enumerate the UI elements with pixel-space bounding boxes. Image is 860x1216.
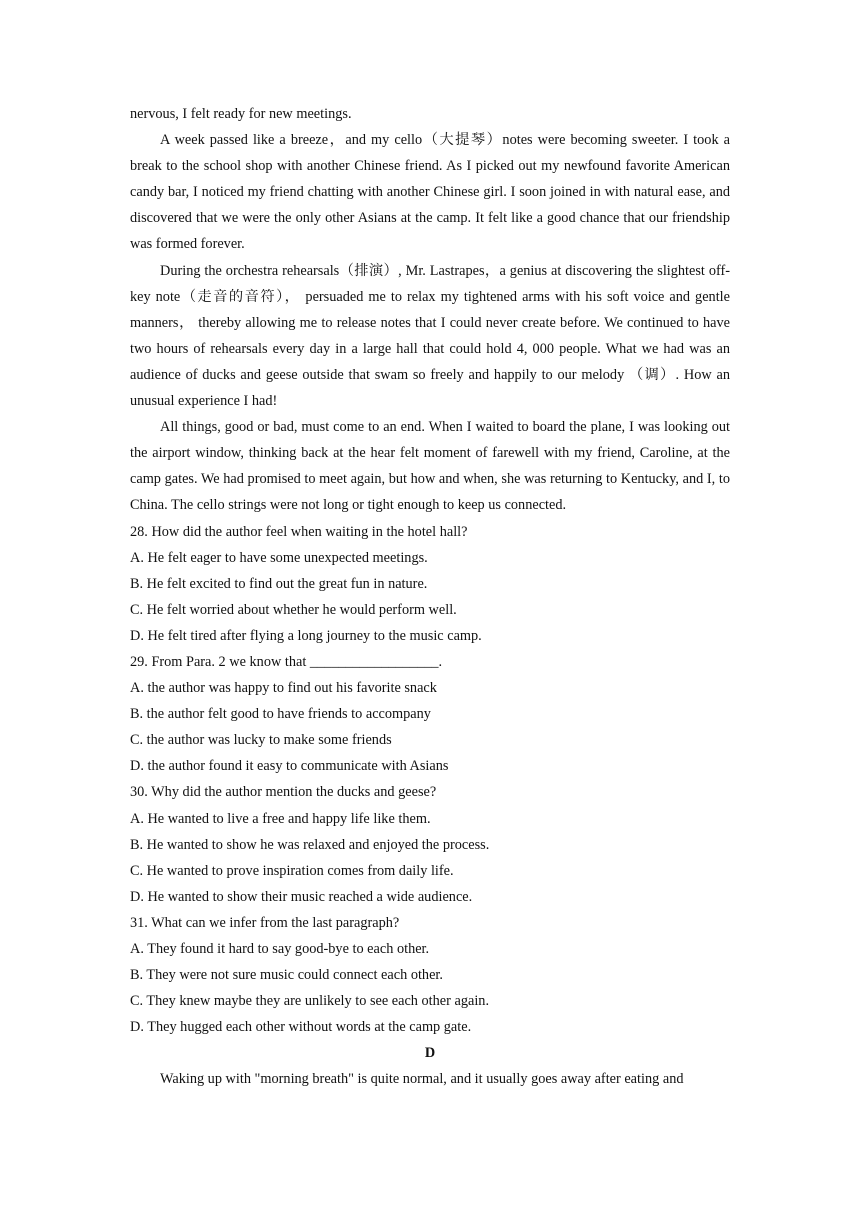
answer-option: A. the author was happy to find out his favorite snack bbox=[130, 680, 437, 697]
question-stem: 30. Why did the author mention the ducks and geese? bbox=[130, 784, 437, 801]
answer-option: B. He felt excited to find out the great fun in nature. bbox=[130, 575, 428, 592]
paragraph-continuation: nervous, I felt ready for new meetings. bbox=[130, 106, 352, 122]
answer-option: A. They found it hard to say good-bye to each other. bbox=[130, 941, 430, 957]
paragraph-cello-week: A week passed like a breeze，and my cello（大提琴）notes were becoming sweeter. I took a break to the school shop with another Chinese friend. As I picked out my newfound favorite American candy bar, I noticed my friend chatting with another Chinese girl. I soon joined in with natural ease, and discovered that we were the only other Asians at the camp. It felt like a good chance that our friendship was formed forever. bbox=[130, 132, 730, 253]
answer-option: A. He felt eager to have some unexpected meetings. bbox=[130, 549, 428, 566]
answer-option: D. He felt tired after flying a long journey to the music camp. bbox=[130, 627, 482, 644]
paragraph-morning-breath: Waking up with "morning breath" is quite normal, and it usually goes away after eating and bbox=[160, 1071, 684, 1088]
question-30 bbox=[130, 779, 730, 909]
answer-option: B. They were not sure music could connect each other. bbox=[130, 967, 443, 984]
answer-option: A. He wanted to live a free and happy life like them. bbox=[130, 810, 431, 827]
document-body bbox=[130, 101, 730, 1093]
answer-option: B. He wanted to show he was relaxed and enjoyed the process. bbox=[130, 836, 490, 853]
paragraph-orchestra-rehearsals: During the orchestra rehearsals（排演）, Mr. Lastrapes，a genius at discovering the slightest off-key note（走音的音符）， persuaded me to relax my tightened arms with his soft voice and gentle manners， thereby allowing me to release notes that I could never create before. We continued to have two hours of rehearsals every day in a large hall that could hold 4, 000 people. What we had was an audience of ducks and geese outside that swam so freely and happily to our melody （调）. How an unusual experience I had! bbox=[130, 262, 730, 410]
question-stem: 31. What can we infer from the last paragraph? bbox=[130, 914, 400, 931]
section-heading-d: D bbox=[424, 1045, 436, 1062]
answer-option: B. the author felt good to have friends to accompany bbox=[130, 706, 431, 723]
answer-option: C. They knew maybe they are unlikely to see each other again. bbox=[130, 993, 490, 1010]
question-31 bbox=[130, 910, 730, 1040]
answer-option: C. the author was lucky to make some friends bbox=[130, 732, 392, 749]
question-29 bbox=[130, 649, 730, 779]
question-28 bbox=[130, 519, 730, 649]
answer-option: D. They hugged each other without words at the camp gate. bbox=[130, 1019, 472, 1036]
answer-option: D. He wanted to show their music reached a wide audience. bbox=[130, 888, 473, 905]
answer-option: C. He felt worried about whether he would perform well. bbox=[130, 601, 457, 618]
answer-option: D. the author found it easy to communicate with Asians bbox=[130, 758, 449, 775]
answer-option: C. He wanted to prove inspiration comes from daily life. bbox=[130, 862, 454, 879]
question-stem: 28. How did the author feel when waiting in the hotel hall? bbox=[130, 523, 468, 540]
question-stem: 29. From Para. 2 we know that __________________. bbox=[130, 653, 443, 670]
paragraph-farewell: All things, good or bad, must come to an end. When I waited to board the plane, I was looking out the airport window, thinking back at the hear felt moment of farewell with my friend, Caroline, at the camp gates. We had promised to meet again, but how and when, she was returning to Kentucky, and I, to China. The cello strings were not long or tight enough to keep us connected. bbox=[130, 419, 730, 514]
